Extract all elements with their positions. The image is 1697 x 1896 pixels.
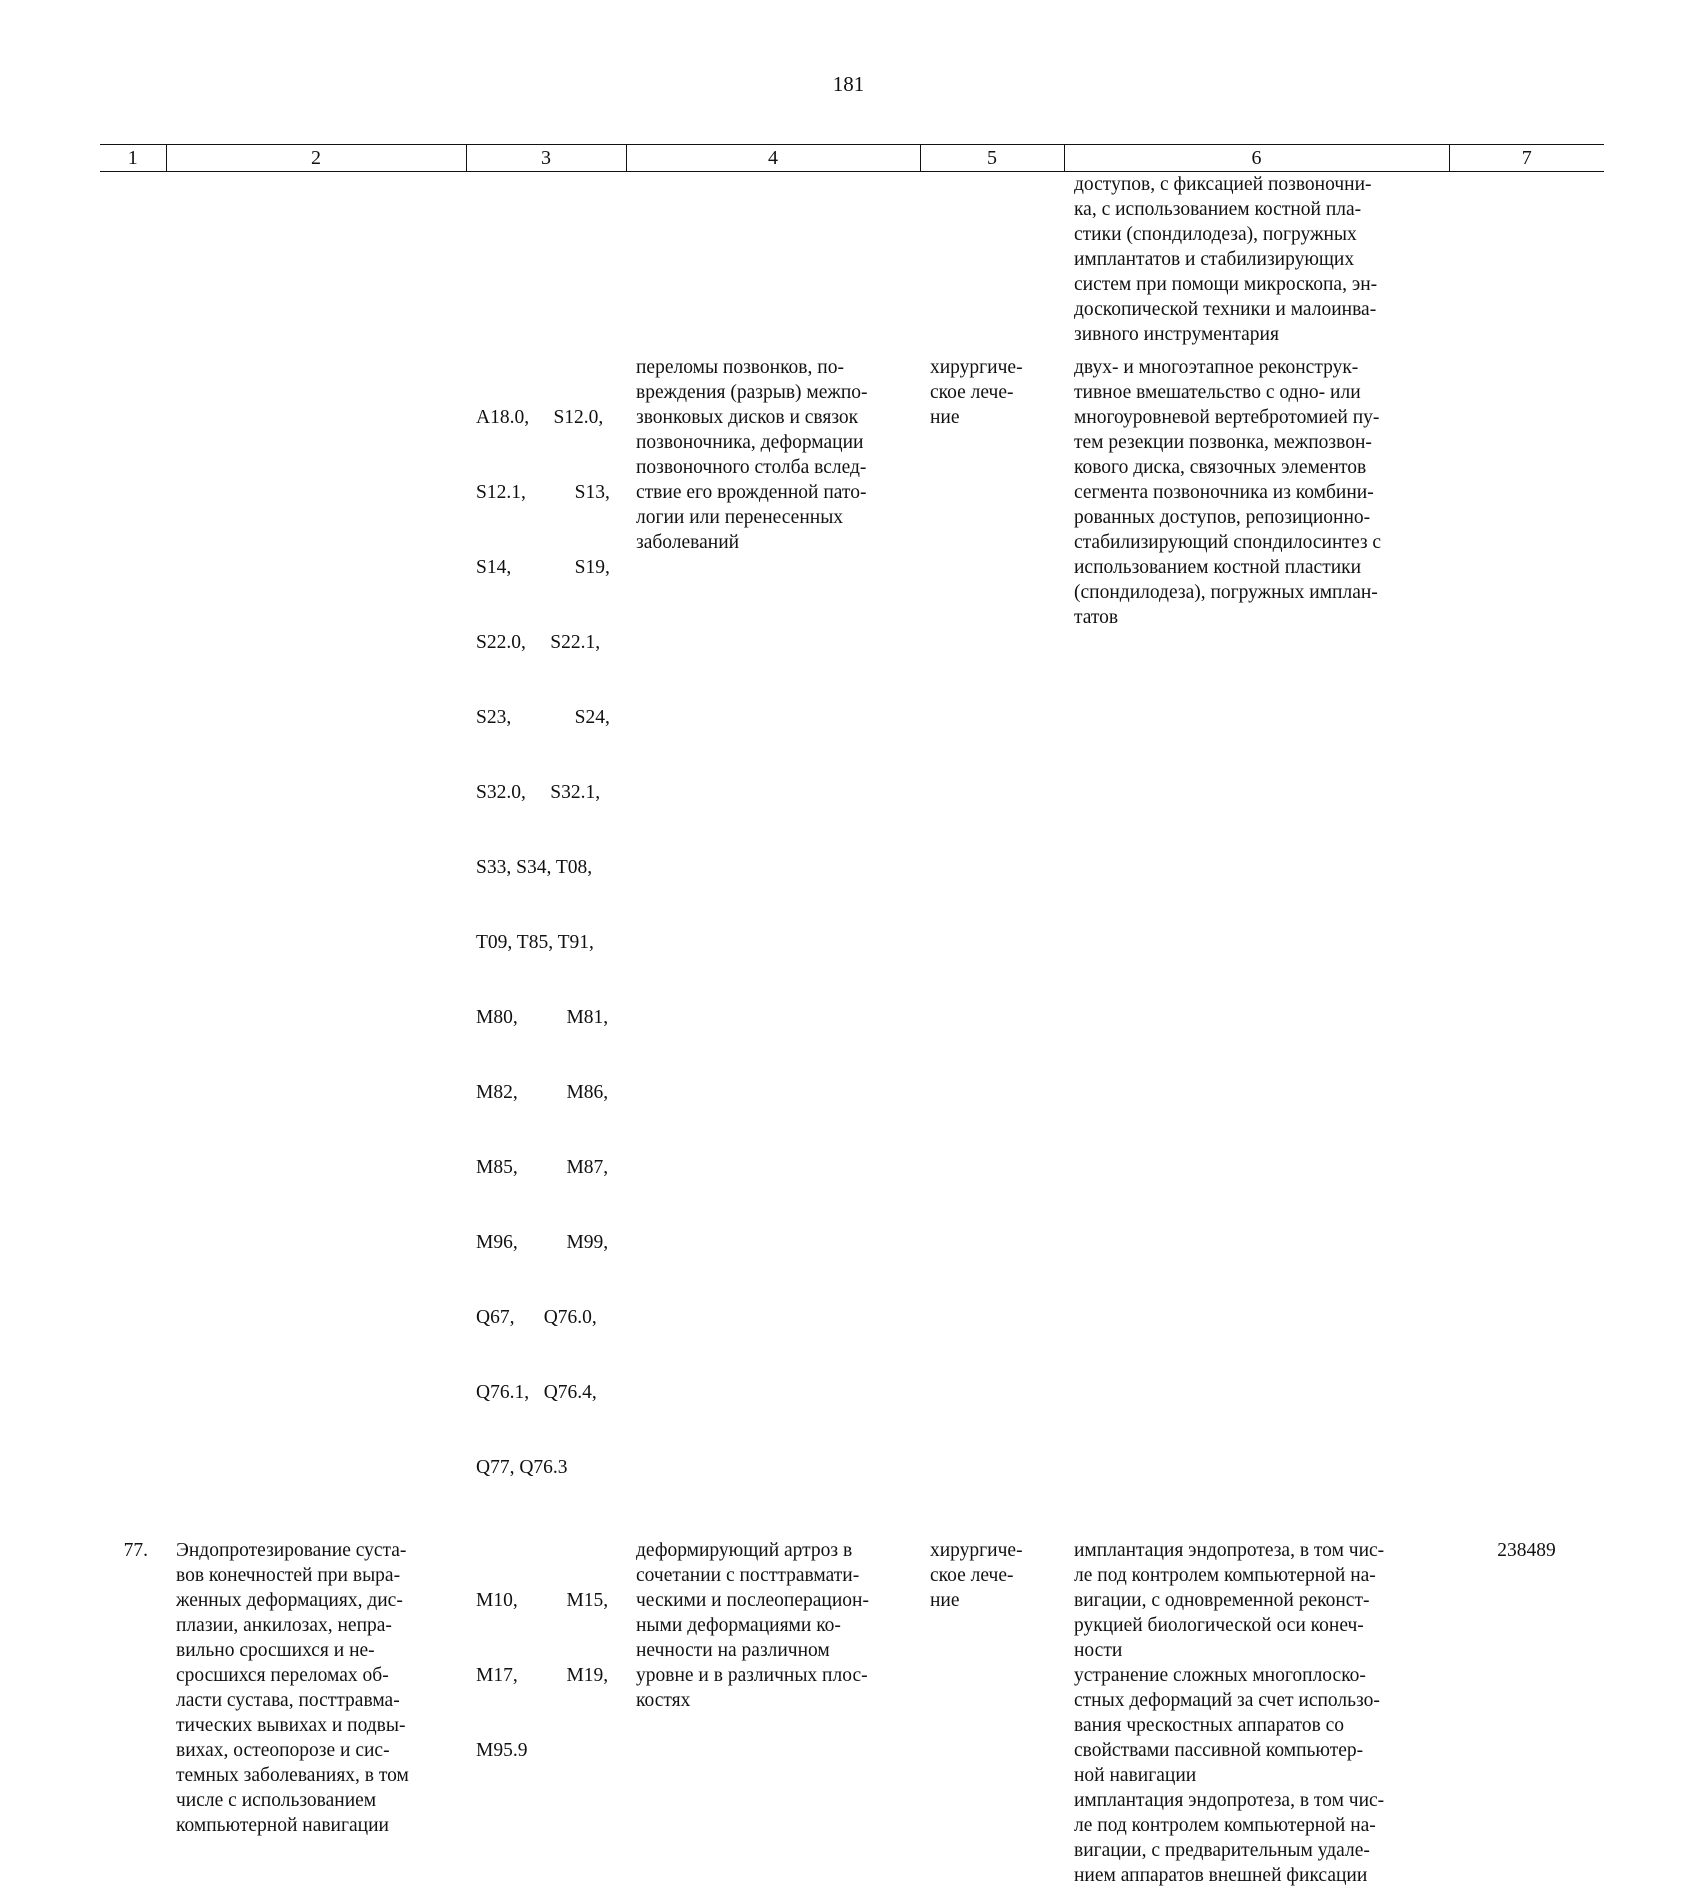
cost-value: 238489 [1497,1540,1556,1561]
page-number: 181 [832,72,865,96]
table-row [100,172,1604,356]
treatment-type: хирургиче- ское лече- ние [930,357,1023,428]
treatment-method: имплантация эндопротеза, в том чис- ле под контролем компьютерной на- вигации, с одновременной реконст- рукцией биологической оси конеч- ности устранение сложных многоплоско- стных деформаций за счет использо- вания чрескостных аппаратов со свойствами пассивной компьютер- ной навигации имплантация эндопротеза, в том чис- ле под контролем компьютерной на- вигации, с предварительным удале- нием аппаратов внешней фиксации [1074,1540,1385,1886]
column-header-4: 4 [626,145,920,172]
patient-model: деформирующий артроз в сочетании с посттравмати- ческими и послеоперацион- ными деформациями ко- нечности на различном уровне и в различных плос- костях [636,1540,869,1711]
column-header-6: 6 [1064,145,1449,172]
icd-codes [466,172,626,356]
care-type-name [166,355,466,1538]
column-header-1: 1 [100,145,166,172]
icd-codes: A18.0, S12.0, S12.1, S13, S14, S19, S22.0, S22.1, S23, S24, S32.0, S32.1, S33, S34, T08, T09, T85, T91, M80, M81, M82, M86, M85, M87, M96, M99, Q67, Q76.0, Q76.1, Q76.4, Q77, Q76.3 [476,407,610,1478]
care-type-name: Эндопротезирование суста- вов конечностей при выра- женных деформациях, дис- плазии, анкилозах, непра- вильно сросшихся и не- сросшихся переломах об- ласти сустава, посттравма- тических вывихах и подвы- вихах, остеопорозе и сис- темных заболеваниях, в том числе с использованием компьютерной навигации [176,1540,409,1836]
row-number: 77. [123,1540,148,1561]
cost-value [1449,355,1604,1538]
patient-model: переломы позвонков, по- вреждения (разрыв) межпо- звонковых дисков и связок позвоночника, деформации позвоночного столба вслед- ствие его врожденной пато- логии или перенесенных заболеваний [636,357,868,553]
table-row [100,1538,1604,1896]
treatment-type [920,172,1064,356]
row-number [100,355,166,1538]
treatment-method: двух- и многоэтапное реконструк- тивное вмешательство с одно- или многоуровневой вертебротомией пу- тем резекции позвонка, межпозвон- кового диска, связочных элементов сегмента позвоночника из комбини- рованных доступов, репозиционно- стабилизирующий спондилосинтез с использованием костной пластики (спондилодеза), погружных имплан- татов [1074,357,1382,628]
column-header-2: 2 [166,145,466,172]
treatment-method: доступов, с фиксацией позвоночни- ка, с использованием костной пла- стики (спондилодеза), погружных имплантатов и стабилизирующих систем при помощи микроскопа, эн- доскопической техники и малоинва- зивного инструментария [1074,174,1378,345]
patient-model [626,172,920,356]
icd-codes: M10, M15, M17, M19, M95.9 [476,1590,609,1761]
column-header-7: 7 [1449,145,1604,172]
care-type-name [166,172,466,356]
row-number [100,172,166,356]
column-header-3: 3 [466,145,626,172]
medical-care-table [100,144,1604,1896]
cost-value [1449,172,1604,356]
column-number-row [100,145,1604,172]
treatment-type: хирургиче- ское лече- ние [930,1540,1023,1611]
table-row [100,355,1604,1538]
column-header-5: 5 [920,145,1064,172]
